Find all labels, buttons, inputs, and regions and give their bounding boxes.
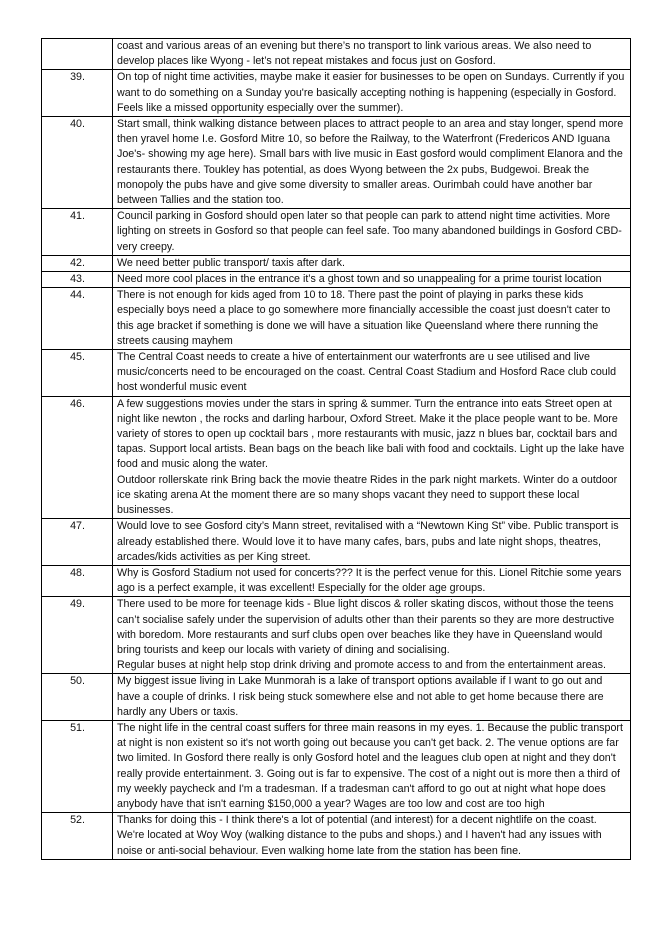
row-text: The Central Coast needs to create a hive of entertainment our waterfronts are u see utilised and live music/concerts need to be encouraged on the coast. Central Coast Stadium and Hosford Race club could host wonderful music event	[113, 350, 631, 397]
row-text: There used to be more for teenage kids - Blue light discos & roller skating discos, without those the teens can’t socialise safely under the supervision of adults other than their parents so they are more destructive with boredom. More restaurants and surf clubs open over beaches like they have in Queensland would bring tourists and keep our locals with variety of dining and socialising. Regular buses at night help stop drink driving and promote access to and from the entertainment areas.	[113, 597, 631, 674]
table-row	[42, 674, 631, 721]
row-text: Why is Gosford Stadium not used for concerts??? It is the perfect venue for this. Lionel Ritchie some years ago is a perfect example, it was excellent! Especially for the older age groups.	[113, 565, 631, 596]
row-number: 49.	[42, 597, 113, 674]
row-text: Start small, think walking distance between places to attract people to an area and stay longer, spend more then yravel home I.e. Gosford Mitre 10, so before the Railway, to the Waterfront (Fredericos AND Iguana Joe's- showing my age here). Small bars with live music in East gosford would compliment Elanora and the restaurants there. Toukley has potential, as does Wyong between the 2x pubs, Budgewoi. Break the monopoly the pubs have and give some diversity to smaller areas. Ourimbah could have another bar between Tallies and the station too.	[113, 117, 631, 209]
table-row	[42, 350, 631, 397]
row-text: coast and various areas of an evening but there’s no transport to link various areas. We also need to develop places like Wyong - let’s not repeat mistakes and focus just on Gosford.	[113, 39, 631, 70]
row-number: 41.	[42, 209, 113, 256]
table-row	[42, 272, 631, 288]
row-text: A few suggestions movies under the stars in spring & summer. Turn the entrance into eats Street open at night like newton , the rocks and darling harbour, Oxford Street. Make it the place people want to be. More variety of stores to open up cocktail bars , more restaurants with music, jazz n blues bar, cocktail bars and tapas. Support local artists. Bean bags on the beach like bali with food and cocktails. Light up the lake have food and music along the water. Outdoor rollerskate rink Bring back the movie theatre Rides in the park night markets. Winter do a outdoor ice skating arena At the moment there are so many shops vacant they need to support these local businesses.	[113, 396, 631, 519]
row-number: 47.	[42, 519, 113, 566]
row-text: There is not enough for kids aged from 10 to 18. There past the point of playing in parks these kids especially boys need a place to go somewhere more financially accessible the coast just doesn't cater to this age bracket if something is done we will have a situation like Queensland where there running the streets causing mayhem	[113, 288, 631, 350]
row-text: We need better public transport/ taxis after dark.	[113, 255, 631, 271]
row-text: Thanks for doing this - I think there's a lot of potential (and interest) for a decent nightlife on the coast. We're located at Woy Woy (walking distance to the pubs and shops.) and I haven't had any issues with noise or anti-social behaviour. Even walking home late from the station has been fine.	[113, 813, 631, 860]
responses-table	[41, 38, 631, 860]
row-number: 45.	[42, 350, 113, 397]
table-row	[42, 813, 631, 860]
table-row	[42, 39, 631, 70]
table-row	[42, 565, 631, 596]
row-number: 52.	[42, 813, 113, 860]
row-text: On top of night time activities, maybe make it easier for businesses to be open on Sundays. Currently if you want to do something on a Sunday you're basically accepting nothing is happening (especially in Gosford. Feels like a missed opportunity especially over the summer).	[113, 70, 631, 117]
row-number: 39.	[42, 70, 113, 117]
row-number: 46.	[42, 396, 113, 519]
row-number: 44.	[42, 288, 113, 350]
row-text: Would love to see Gosford city’s Mann street, revitalised with a “Newtown King St” vibe. Public transport is already established there. Would love it to have many cafes, bars, pubs and late night shops, theatres, arcades/kids activities as per King street.	[113, 519, 631, 566]
row-number: 51.	[42, 720, 113, 812]
table-row	[42, 396, 631, 519]
table-row	[42, 209, 631, 256]
row-text: Council parking in Gosford should open later so that people can park to attend night time activities. More lighting on streets in Gosford so that people can feel safe. Too many abandoned buildings in Gosford CBD- very creepy.	[113, 209, 631, 256]
document-page	[41, 38, 630, 860]
table-row	[42, 519, 631, 566]
row-number: 50.	[42, 674, 113, 721]
row-number: 40.	[42, 117, 113, 209]
table-row	[42, 70, 631, 117]
row-number: 48.	[42, 565, 113, 596]
table-row	[42, 255, 631, 271]
row-text: The night life in the central coast suffers for three main reasons in my eyes. 1. Because the public transport at night is non existent so it's not worth going out because you can't get back. 2. The venue options are far two limited. In Gosford there really is only Gosford hotel and the leagues club open at night and they don't really provide entertainment. 3. Going out is far to expensive. The cost of a night out is more then a third of my weekly paycheck and I'm a tradesman. If a tradesman can't afford to go out at night what hope does anybody have that isn't earning $150,000 a year? Wages are too low and cost are too high	[113, 720, 631, 812]
table-row	[42, 288, 631, 350]
row-number: 43.	[42, 272, 113, 288]
row-text: Need more cool places in the entrance it’s a ghost town and so unappealing for a prime tourist location	[113, 272, 631, 288]
row-text: My biggest issue living in Lake Munmorah is a lake of transport options available if I want to go out and have a couple of drinks. I risk being stuck somewhere else and not able to get home because there are hardly any Ubers or taxis.	[113, 674, 631, 721]
table-row	[42, 117, 631, 209]
row-number	[42, 39, 113, 70]
table-row	[42, 597, 631, 674]
row-number: 42.	[42, 255, 113, 271]
table-row	[42, 720, 631, 812]
